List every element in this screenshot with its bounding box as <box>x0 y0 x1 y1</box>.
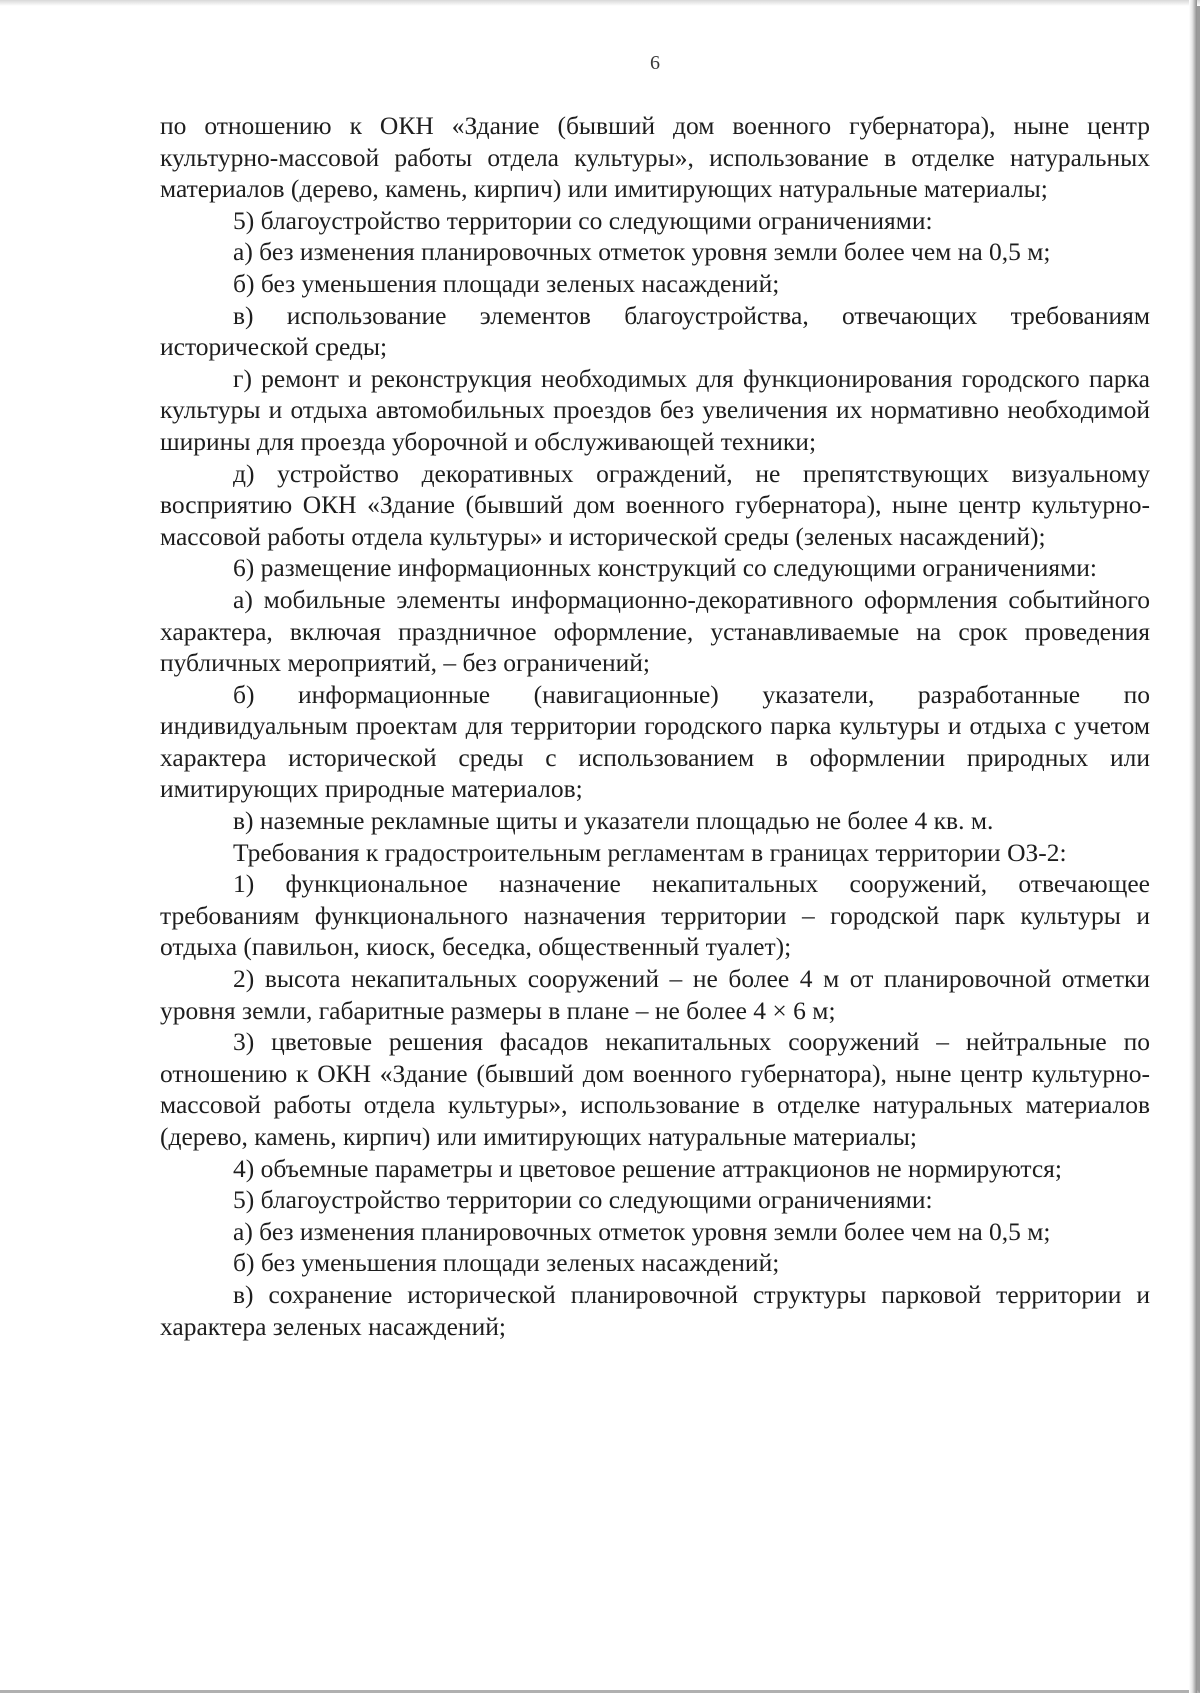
paragraph: б) без уменьшения площади зеленых насаждений; <box>233 268 780 298</box>
paragraph: 6) размещение информационных конструкций со следующими ограничениями: <box>233 553 1098 583</box>
paragraph: Требования к градостроительным регламентам в границах территории ОЗ-2: <box>233 837 1067 867</box>
document-body <box>160 110 1150 1342</box>
paragraph: в) использование элементов благоустройства, отвечающих требованиям исторической среды; <box>160 300 1150 362</box>
scan-edge-right <box>1189 0 1197 1693</box>
paragraph: по отношению к ОКН «Здание (бывший дом военного губернатора), ныне центр культурно-массовой работы отдела культуры», использование в отделке натуральных материалов (дерево, камень, кирпич) или имитирующих натуральные материалы; <box>160 111 1150 204</box>
paragraph: 1) функциональное назначение некапитальных сооружений, отвечающее требованиям функционального назначения территории – городской парк культуры и отдыха (павильон, киоск, беседка, общественный туалет); <box>160 869 1150 962</box>
paragraph: д) устройство декоративных ограждений, не препятствующих визуальному восприятию ОКН «Здание (бывший дом военного губернатора), ныне центр культурно-массовой работы отдела культуры» и исторической среды (зеленых насаждений); <box>160 458 1150 551</box>
paragraph: 2) высота некапитальных сооружений – не более 4 м от планировочной отметки уровня земли, габаритные размеры в плане – не более 4 × 6 м; <box>160 964 1150 1025</box>
paragraph: 4) объемные параметры и цветовое решение аттракционов не нормируются; <box>233 1153 1062 1183</box>
paragraph: 5) благоустройство территории со следующими ограничениями: <box>233 205 933 235</box>
scan-edge-top <box>0 0 1200 6</box>
paragraph: г) ремонт и реконструкция необходимых для функционирования городского парка культуры и отдыха автомобильных проездов без увеличения их нормативно необходимой ширины для проезда уборочной и обслуживающей техники; <box>160 363 1150 456</box>
paragraph: б) информационные (навигационные) указатели, разработанные по индивидуальным проектам для территории городского парка культуры и отдыха с учетом характера исторической среды с использованием в оформлении природных или имитирующих природные материалов; <box>160 679 1150 804</box>
paragraph: а) без изменения планировочных отметок уровня земли более чем на 0,5 м; <box>233 1216 1051 1246</box>
paragraph: а) мобильные элементы информационно-декоративного оформления событийного характера, включая праздничное оформление, устанавливаемые на срок проведения публичных мероприятий, – без ограничений; <box>160 584 1150 678</box>
paragraph: 3) цветовые решения фасадов некапитальных сооружений – нейтральные по отношению к ОКН «Здание (бывший дом военного губернатора), ныне центр культурно-массовой работы отдела культуры», использование в отделке натуральных материалов (дерево, камень, кирпич) или имитирующих натуральные материалы; <box>160 1027 1150 1151</box>
paragraph: 5) благоустройство территории со следующими ограничениями: <box>233 1185 933 1215</box>
page-number: 6 <box>650 52 660 74</box>
paragraph: б) без уменьшения площади зеленых насаждений; <box>233 1248 780 1278</box>
paragraph: в) наземные рекламные щиты и указатели площадью не более 4 кв. м. <box>233 806 994 836</box>
paragraph: в) сохранение исторической планировочной структуры парковой территории и характера зеленых насаждений; <box>160 1279 1150 1341</box>
paragraph: а) без изменения планировочных отметок уровня земли более чем на 0,5 м; <box>233 237 1051 267</box>
